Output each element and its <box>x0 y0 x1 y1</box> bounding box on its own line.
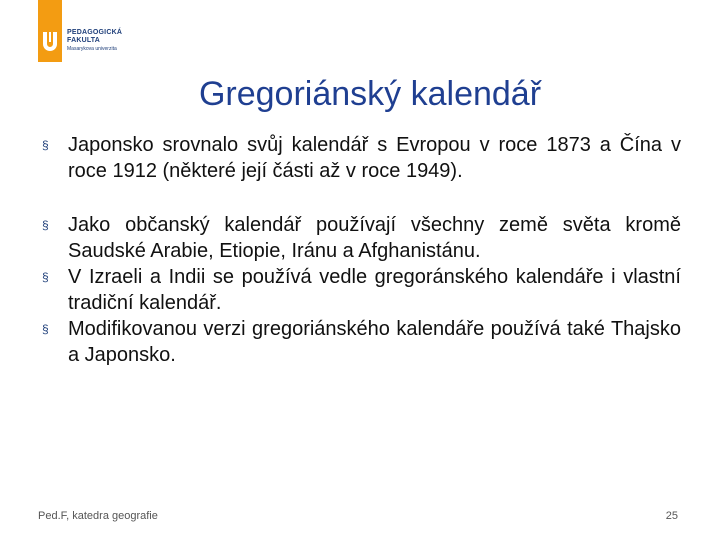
logo-text <box>67 29 122 45</box>
logo-line-1: PEDAGOGICKÁ <box>67 29 123 36</box>
bullet-text: Japonsko srovnalo svůj kalendář s Evropou v roce 1873 a Čína v roce 1912 (některé její části až v roce 1949). <box>68 134 681 182</box>
slide-content <box>40 132 681 368</box>
bullet-marker: § <box>42 138 49 152</box>
bullet-item <box>40 212 681 264</box>
bullet-marker: § <box>42 218 49 232</box>
bullet-item <box>40 132 681 184</box>
bullet-marker: § <box>42 270 49 284</box>
bullet-text: Jako občanský kalendář používají všechny země světa kromě Saudské Arabie, Etiopie, Iránu a Afghanistánu. <box>68 214 681 262</box>
logo-subtitle: Masarykova univerzita <box>67 46 117 52</box>
bullet-marker: § <box>42 322 49 336</box>
page-number: 25 <box>665 510 678 522</box>
logo-line-2: FAKULTA <box>67 37 101 44</box>
bullet-text: Modifikovanou verzi gregoriánského kalendáře používá také Thajsko a Japonsko. <box>68 318 681 366</box>
faculty-logo <box>38 0 168 66</box>
university-emblem-icon <box>41 32 59 54</box>
bullet-item <box>40 264 681 316</box>
slide-title: Gregoriánský kalendář <box>198 75 542 113</box>
bullet-text: V Izraeli a Indii se používá vedle gregoránského kalendáře i vlastní tradiční kalendář. <box>68 266 681 314</box>
logo-bar <box>38 0 62 62</box>
bullet-item <box>40 316 681 368</box>
footer-label: Ped.F, katedra geografie <box>38 510 158 522</box>
